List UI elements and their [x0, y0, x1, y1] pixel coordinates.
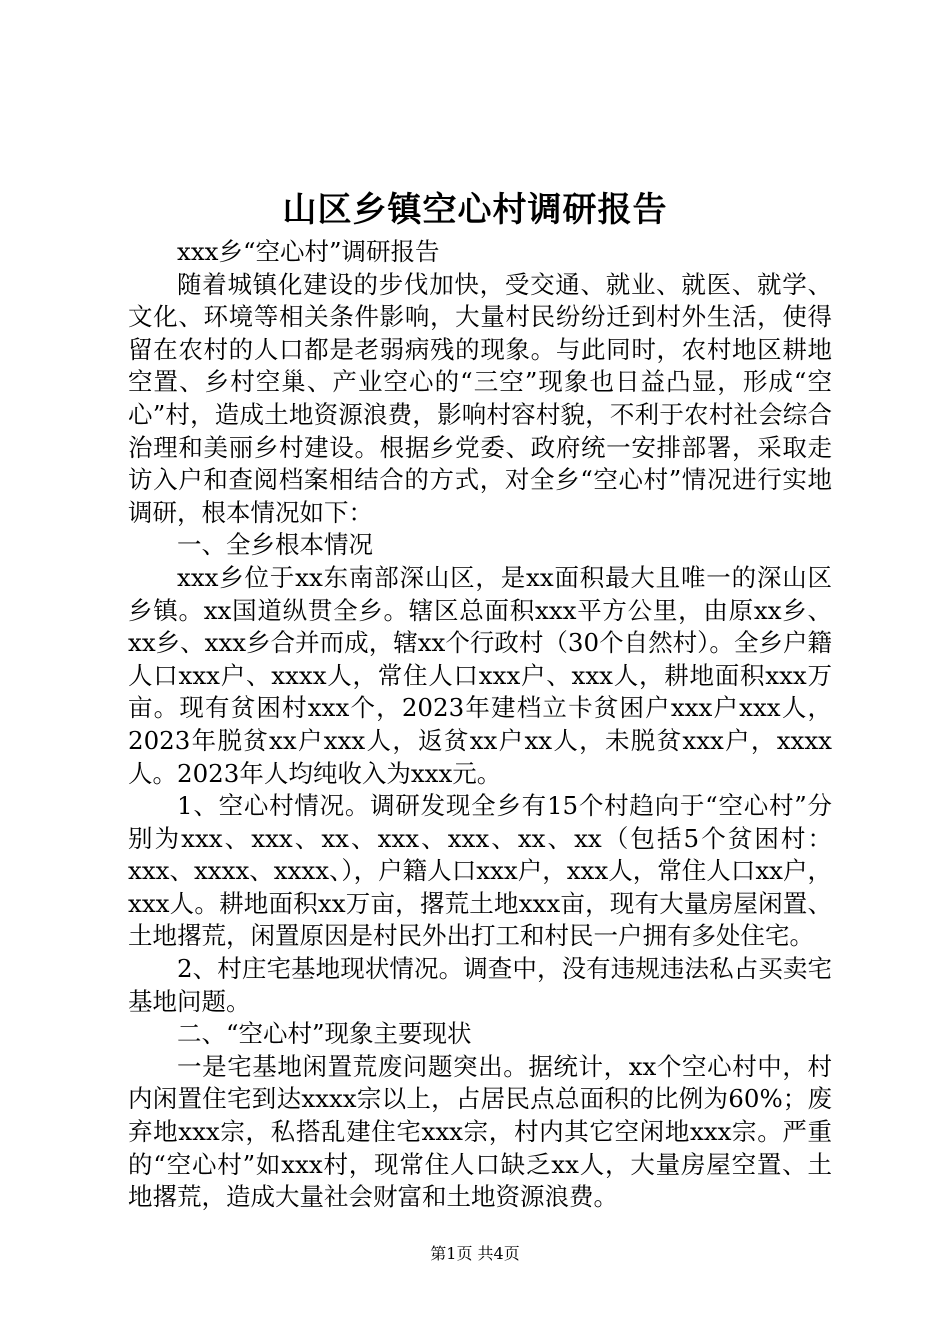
paragraph-homestead: 2、村庄宅基地现状情况。调查中，没有违规违法私占买卖宅基地问题。 [128, 954, 832, 1016]
paragraph-idle-homestead: 一是宅基地闲置荒废问题突出。据统计，xx个空心村中，村内闲置住宅到达xxxx宗以上，占居民点总面积的比例为60%；废弃地xxx宗，私搭乱建住宅xxx宗，村内其它空闲地xxx宗。严重的“空心村”如xxx村，现常住人口缺乏xx人，大量房屋空置、土地撂荒，造成大量社会财富和土地资源浪费。 [128, 1051, 832, 1212]
paragraph-intro: 随着城镇化建设的步伐加快，受交通、就业、就医、就学、文化、环境等相关条件影响，大量村民纷纷迁到村外生活，使得留在农村的人口都是老弱病残的现象。与此同时，农村地区耕地空置、乡村空巢、产业空心的“三空”现象也日益凸显，形成“空心”村，造成土地资源浪费，影响村容村貌，不利于农村社会综合治理和美丽乡村建设。根据乡党委、政府统一安排部署，采取走访入户和查阅档案相结合的方式，对全乡“空心村”情况进行实地调研，根本情况如下： [128, 269, 832, 527]
page-number-footer: 第1页 共4页 [430, 1244, 520, 1263]
paragraph-subtitle: xxx乡“空心村”调研报告 [177, 237, 440, 266]
paragraph-hollow-village: 1、空心村情况。调研发现全乡有15个村趋向于“空心村”分别为xxx、xxx、xx、xxx、xxx、xx、xx（包括5个贫困村：xxx、xxxx、xxxx、），户籍人口xxx户，xxx人，常住人口xx户，xxx人。耕地面积xx万亩，撂荒土地xxx亩，现有大量房屋闲置、土地撂荒，闲置原因是村民外出打工和村民一户拥有多处住宅。 [128, 791, 832, 951]
document-title: 山区乡镇空心村调研报告 [282, 190, 668, 230]
section-heading-2: 二、“空心村”现象主要现状 [177, 1019, 472, 1049]
document-body [128, 236, 832, 1214]
section-heading-1: 一、全乡根本情况 [177, 530, 373, 560]
paragraph-overview: xxx乡位于xx东南部深山区，是xx面积最大且唯一的深山区乡镇。xx国道纵贯全乡。辖区总面积xxx平方公里，由原xx乡、xx乡、xxx乡合并而成，辖xx个行政村（30个自然村）。全乡户籍人口xxx户、xxxx人，常住人口xxx户、xxx人，耕地面积xxx万亩。现有贫困村xxx个，2023年建档立卡贫困户xxx户xxx人，2023年脱贫xx户xxx人，返贫xx户xx人，未脱贫xxx户，xxxx人。2023年人均纯收入为xxx元。 [128, 562, 832, 788]
